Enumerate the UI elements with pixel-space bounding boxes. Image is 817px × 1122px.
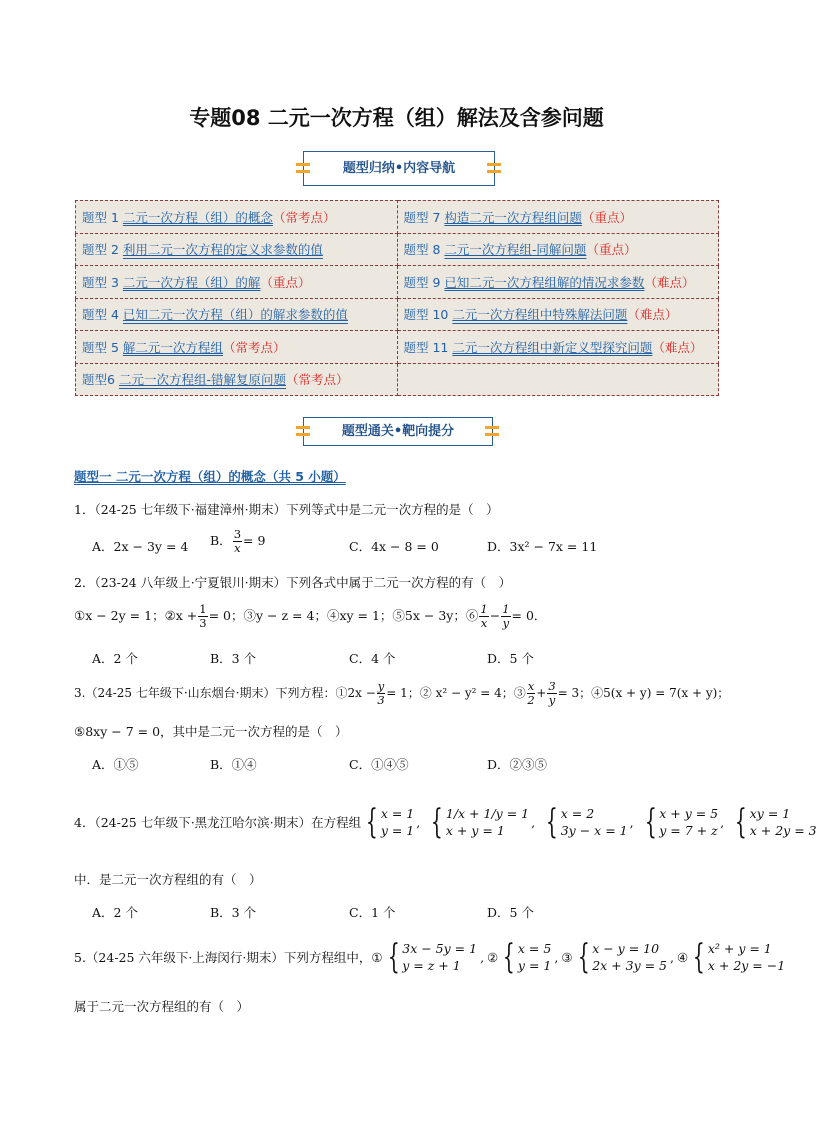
nav-item xyxy=(397,233,719,266)
q1-option-c: C．4x − 8 = 0 xyxy=(349,539,439,554)
equation: x = 1 xyxy=(380,806,415,821)
nav-item-link[interactable]: 利用二元一次方程的定义求参数的值 xyxy=(122,242,323,258)
nav-item-label: 题型 5 xyxy=(82,339,119,355)
brace-icon: { xyxy=(366,802,378,842)
denominator: x xyxy=(234,541,241,555)
q3-option-c: C．①④⑤ xyxy=(349,757,409,772)
q5-text: 5.（24-25 六年级下·上海闵行·期末）下列方程组中， xyxy=(74,950,372,965)
fraction xyxy=(501,603,510,630)
equation: y = 7 + z xyxy=(659,823,718,838)
denominator: 2 xyxy=(527,693,535,707)
q2-option-a: A．2 个 xyxy=(92,651,138,666)
nav-row xyxy=(76,233,719,266)
q3-text: = 3；④5(x + y) = 7(x + y)； xyxy=(557,686,730,700)
equation-system xyxy=(383,937,478,977)
brace-icon: { xyxy=(503,937,516,977)
brace-icon: { xyxy=(545,802,558,842)
equation: x − y = 10 xyxy=(592,941,660,956)
nav-item-label: 题型 9 xyxy=(403,274,441,290)
fraction xyxy=(233,528,242,555)
nav-item-tag: （重点） xyxy=(586,242,637,258)
practice-header-box xyxy=(303,417,493,446)
nav-item-label: 题型6 xyxy=(82,372,115,388)
q2-option-c: C．4 个 xyxy=(349,651,396,666)
equation-system xyxy=(498,937,552,977)
nav-item-label: 题型 10 xyxy=(403,307,449,323)
q1-stem: 1．（24-25 七年级下·福建漳州·期末）下列等式中是二元一次方程的是（ ） xyxy=(74,502,499,517)
brace-icon: { xyxy=(693,937,705,977)
equation-system xyxy=(361,802,415,842)
equation: x = 2 xyxy=(560,806,595,821)
q3-option-b: B．①④ xyxy=(210,757,257,772)
nav-item-link[interactable]: 二元一次方程（组）的概念 xyxy=(122,209,273,225)
equation-system xyxy=(541,802,628,842)
q3-stem xyxy=(74,680,729,707)
q1-option-a: A．2x − 3y = 4 xyxy=(92,539,189,554)
equation: x + y = 5 xyxy=(659,806,719,821)
q3-text: + xyxy=(536,686,547,700)
nav-item-link[interactable]: 构造二元一次方程组问题 xyxy=(444,209,582,225)
nav-item xyxy=(397,331,719,364)
denominator: 3 xyxy=(377,693,385,707)
nav-item-link[interactable]: 二元一次方程组-错解复原问题 xyxy=(118,372,286,388)
equation: y = z + 1 xyxy=(402,958,461,973)
numerator: 3 xyxy=(233,527,242,541)
decoration-icon xyxy=(296,426,310,436)
equation: 2x + 3y = 5 xyxy=(592,958,667,973)
nav-item-tag: （难点） xyxy=(644,274,695,290)
nav-row xyxy=(76,363,719,396)
q4-option-d: D．5 个 xyxy=(487,905,534,920)
equation: y = 1 xyxy=(380,823,415,838)
denominator: 3 xyxy=(199,616,207,630)
nav-item xyxy=(397,298,719,331)
nav-item-label: 题型 4 xyxy=(82,307,119,323)
nav-item-tag: （重点） xyxy=(581,209,632,225)
nav-table xyxy=(75,200,719,396)
q2-stem: 2．（23-24 八年级上·宁夏银川·期末）下列各式中属于二元一次方程的有（ ） xyxy=(74,575,512,590)
fraction xyxy=(527,680,536,707)
nav-item-tag: （重点） xyxy=(260,274,311,290)
nav-item-link[interactable]: 已知二元一次方程组解的情况求参数 xyxy=(444,274,645,290)
q1-b-rhs: = 9 xyxy=(243,533,266,548)
nav-item-tag: （难点） xyxy=(652,339,703,355)
q4-option-b: B．3 个 xyxy=(210,905,257,920)
nav-item-label: 题型 7 xyxy=(403,209,441,225)
denominator: x xyxy=(480,616,488,630)
q2-text: = 0；③y − z = 4；④xy = 1；⑤5x − 3y；⑥ xyxy=(208,608,479,623)
nav-item xyxy=(76,298,398,331)
nav-row xyxy=(76,201,719,234)
nav-item-link[interactable]: 二元一次方程组-同解问题 xyxy=(444,242,587,258)
equation: 3y − x = 1 xyxy=(560,823,628,838)
nav-row xyxy=(76,331,719,364)
q4-option-a: A．2 个 xyxy=(92,905,138,920)
nav-item-tag: （常考点） xyxy=(222,339,286,355)
section-title[interactable]: 题型一 二元一次方程（组）的概念（共 5 小题） xyxy=(74,469,346,484)
equation: y = 1 xyxy=(517,958,552,973)
q3-option-d: D．②③⑤ xyxy=(487,757,548,772)
equation-system xyxy=(573,937,667,977)
q1-option-d: D．3x² − 7x = 11 xyxy=(487,539,598,554)
nav-item xyxy=(76,266,398,299)
fraction xyxy=(479,603,488,630)
nav-item-label: 题型 2 xyxy=(82,242,119,258)
q2-text: = 0． xyxy=(511,608,547,623)
equation: 3x − 5y = 1 xyxy=(402,941,478,956)
q4-stem: 4．（24-25 七年级下·黑龙江哈尔滨·期末）在方程组 { x = 1 y = 1 , { 1/x + 1/y = 1 x + y = 1 , { x = 2 3y − x = 1 , { x + y = 5 y = 7 + z , { xy = 1 x + 2y = 3 xyxy=(74,802,817,842)
brace-icon: { xyxy=(644,802,657,842)
brace-icon: { xyxy=(387,937,400,977)
equation: 1/x + 1/y = 1 xyxy=(445,806,530,821)
nav-item-label: 题型 3 xyxy=(82,274,119,290)
q4-option-c: C．1 个 xyxy=(349,905,396,920)
practice-header: 题型通关•靶向提分 xyxy=(341,424,455,439)
nav-item xyxy=(76,201,398,234)
nav-item-tag: （难点） xyxy=(627,307,678,323)
denominator: y xyxy=(502,616,510,630)
nav-item-tag: （常考点） xyxy=(285,372,349,388)
q5-line2: 属于二元一次方程组的有（ ） xyxy=(74,999,250,1014)
numerator: 1 xyxy=(502,602,510,616)
nav-item-link[interactable]: 二元一次方程组中新定义型探究问题 xyxy=(452,339,653,355)
nav-item xyxy=(76,233,398,266)
nav-item-label: 题型 8 xyxy=(403,242,441,258)
nav-item xyxy=(397,201,719,234)
nav-item xyxy=(397,266,719,299)
q2-items xyxy=(74,603,546,630)
equation-system xyxy=(640,802,719,842)
q3-line2: ⑤8xy − 7 = 0，其中是二元一次方程的是（ ） xyxy=(74,724,348,739)
nav-row xyxy=(76,298,719,331)
q4-text: 4．（24-25 七年级下·黑龙江哈尔滨·期末）在方程组 xyxy=(74,815,362,830)
nav-item-link[interactable]: 二元一次方程（组）的解 xyxy=(122,274,261,290)
q3-text: = 1；② x² − y² = 4；③ xyxy=(386,686,526,700)
q4-line2: 中．是二元一次方程组的有（ ） xyxy=(74,872,262,887)
numerator: 1 xyxy=(480,602,488,616)
numerator: y xyxy=(377,679,385,693)
equation: x = 5 xyxy=(517,941,552,956)
equation: xy = 1 xyxy=(749,806,791,821)
brace-icon: { xyxy=(431,802,444,842)
equation: x + y = 1 xyxy=(445,823,505,838)
nav-item xyxy=(76,363,398,396)
decoration-icon xyxy=(485,426,499,436)
q1-option-b xyxy=(210,528,265,555)
equation-system xyxy=(730,802,817,842)
q3-option-a: A．①⑤ xyxy=(92,757,139,772)
brace-icon: { xyxy=(734,802,747,842)
numerator: 3 xyxy=(548,679,556,693)
q2-option-b: B．3 个 xyxy=(210,651,257,666)
numerator: x xyxy=(527,679,535,693)
circled-number: ④ xyxy=(676,949,689,965)
equation: x + 2y = −1 xyxy=(707,958,786,973)
nav-item-link[interactable]: 二元一次方程组中特殊解法问题 xyxy=(452,307,628,323)
q2-text: − xyxy=(489,608,501,623)
q5-stem: 5.（24-25 六年级下·上海闵行·期末）下列方程组中， ① { 3x − 5y = 1 y = z + 1 , ② { x = 5 y = 1 , ③ { x − y = 10 2x + 3y = 5 , ④ { x² + y = 1 x + 2y = −1 xyxy=(74,937,786,977)
numerator: 1 xyxy=(199,602,207,616)
brace-icon: { xyxy=(577,937,590,977)
decoration-icon xyxy=(296,163,310,173)
circled-number: ① xyxy=(371,949,383,965)
decoration-icon xyxy=(487,163,501,173)
equation: x² + y = 1 xyxy=(707,941,772,956)
q2-text: ①x − 2y = 1；②x + xyxy=(74,608,198,623)
fraction xyxy=(547,680,556,707)
nav-empty-cell xyxy=(397,363,719,396)
fraction xyxy=(377,680,386,707)
q3-text: 3.（24-25 七年级下·山东烟台·期末）下列方程：①2x − xyxy=(74,686,376,700)
q1-b-label: B． xyxy=(210,533,232,548)
nav-item-link[interactable]: 解二元一次方程组 xyxy=(122,339,223,355)
equation: x + 2y = 3 xyxy=(749,823,817,838)
fraction xyxy=(198,603,207,630)
nav-header: 题型归纳•内容导航 xyxy=(342,161,456,176)
equation-system xyxy=(688,937,786,977)
nav-item xyxy=(76,331,398,364)
q2-option-d: D．5 个 xyxy=(487,651,534,666)
nav-header-box xyxy=(303,151,495,186)
equation-system xyxy=(426,802,530,842)
circled-number: ③ xyxy=(561,949,573,965)
circled-number: ② xyxy=(487,949,499,965)
nav-item-tag: （常考点） xyxy=(272,209,336,225)
nav-item-label: 题型 1 xyxy=(82,209,119,225)
denominator: y xyxy=(548,693,556,707)
page-title: 专题08 二元一次方程（组）解法及含参问题 xyxy=(189,106,604,130)
nav-item-link[interactable]: 已知二元一次方程（组）的解求参数的值 xyxy=(122,307,348,323)
nav-row xyxy=(76,266,719,299)
nav-item-label: 题型 11 xyxy=(403,339,449,355)
